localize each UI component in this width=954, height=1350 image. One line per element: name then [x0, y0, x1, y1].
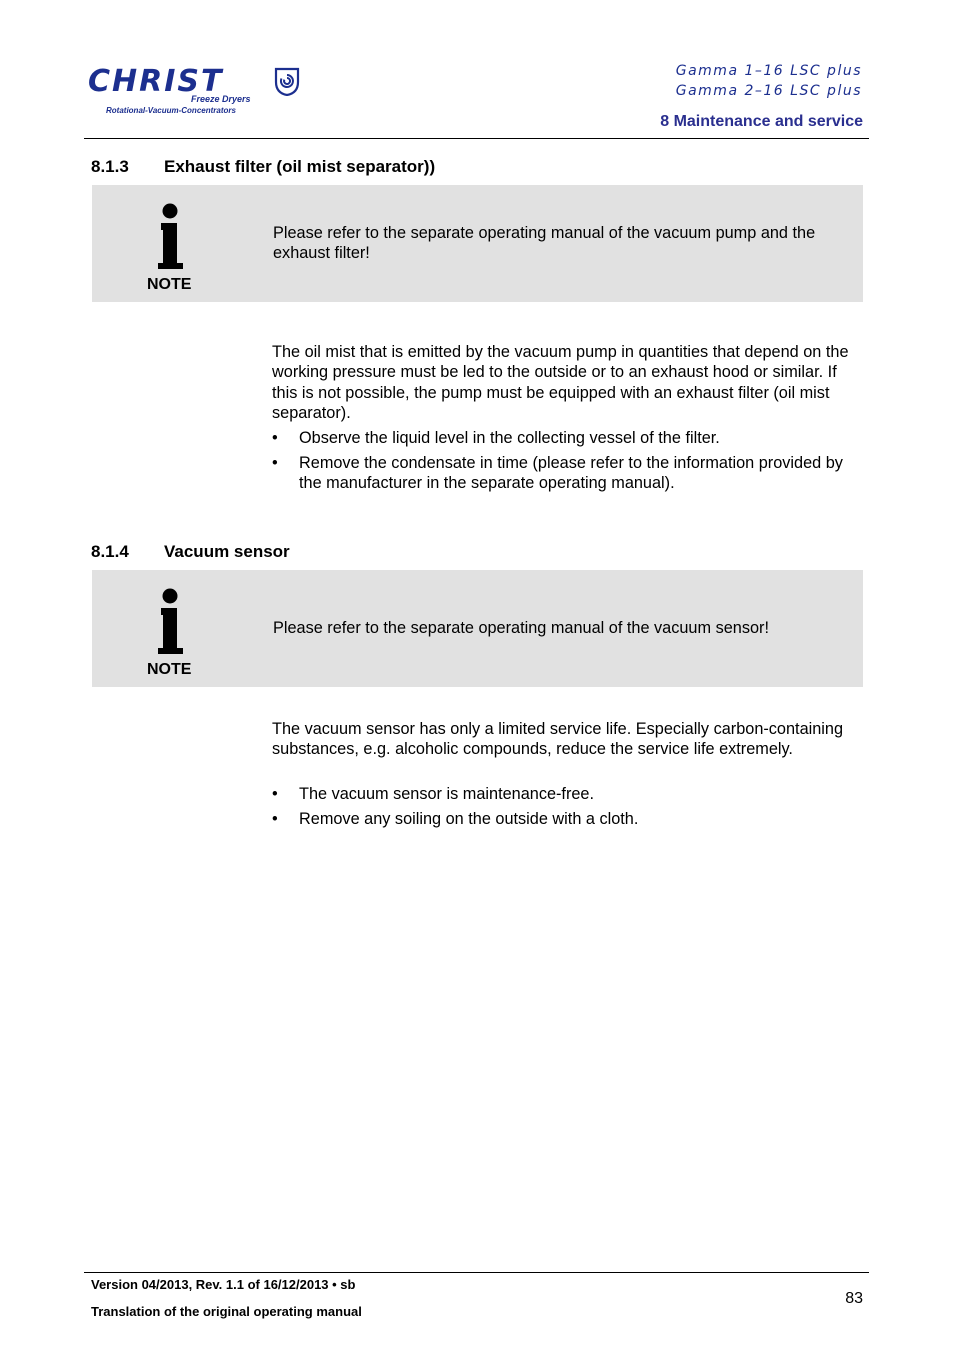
- note-box: [92, 570, 863, 687]
- list-item-text: The vacuum sensor is maintenance-free.: [299, 785, 595, 803]
- body-paragraph: The oil mist that is emitted by the vacuum pump in quantities that depend on the working pressure must be led to the outside or to an exhaust hood or similar. If this is not possible, the pump must be equipped with an exhaust filter (oil mist separator).: [272, 343, 849, 422]
- list-item-text: Observe the liquid level in the collecting vessel of the filter.: [299, 429, 720, 447]
- chapter-title: 8 Maintenance and service: [660, 113, 863, 130]
- christ-logo: [88, 60, 313, 120]
- section-heading-8-1-4: [91, 542, 791, 564]
- page-number: 83: [845, 1290, 863, 1307]
- section-number: 8.1.3: [91, 157, 129, 176]
- note-label: NOTE: [147, 276, 192, 293]
- section-title: Vacuum sensor: [164, 542, 290, 561]
- info-icon: [146, 588, 190, 656]
- list-item: [272, 428, 852, 448]
- model-line-1: Gamma 1–16 LSC plus: [675, 63, 862, 79]
- list-item: [272, 784, 852, 804]
- logo-emblem-icon: [273, 66, 301, 101]
- bullet-marker: •: [272, 785, 278, 803]
- logo-subtitle-1: Freeze Dryers: [191, 94, 251, 104]
- footer-translation-note: Translation of the original operating manual: [91, 1304, 362, 1319]
- model-line-2: Gamma 2–16 LSC plus: [675, 83, 862, 99]
- header-divider: [84, 138, 869, 139]
- note-label: NOTE: [147, 661, 192, 678]
- list-item: [272, 453, 852, 493]
- logo-subtitle-2: Rotational-Vacuum-Concentrators: [106, 106, 236, 115]
- bullet-marker: •: [272, 810, 278, 828]
- section-heading-8-1-3: [91, 157, 791, 179]
- note-text: Please refer to the separate operating manual of the vacuum sensor!: [273, 619, 769, 637]
- logo-wordmark: CHRIST: [88, 64, 224, 99]
- bullet-marker: •: [272, 454, 278, 472]
- body-paragraph: The vacuum sensor has only a limited service life. Especially carbon-containing substances, e.g. alcoholic compounds, reduce the service life extremely.: [272, 720, 844, 759]
- footer-divider: [84, 1272, 869, 1273]
- list-item-text: Remove the condensate in time (please refer to the information provided by the manufacturer in the separate operating manual).: [299, 454, 843, 492]
- note-text: Please refer to the separate operating manual of the vacuum pump and the exhaust filter!: [273, 224, 816, 262]
- info-icon: [146, 203, 190, 271]
- note-box: [92, 185, 863, 302]
- list-item-text: Remove any soiling on the outside with a cloth.: [299, 810, 639, 828]
- section-title: Exhaust filter (oil mist separator)): [164, 157, 436, 176]
- footer-version: Version 04/2013, Rev. 1.1 of 16/12/2013 • sb: [91, 1277, 356, 1292]
- bullet-marker: •: [272, 429, 278, 447]
- list-item: [272, 809, 852, 829]
- section-number: 8.1.4: [91, 542, 129, 561]
